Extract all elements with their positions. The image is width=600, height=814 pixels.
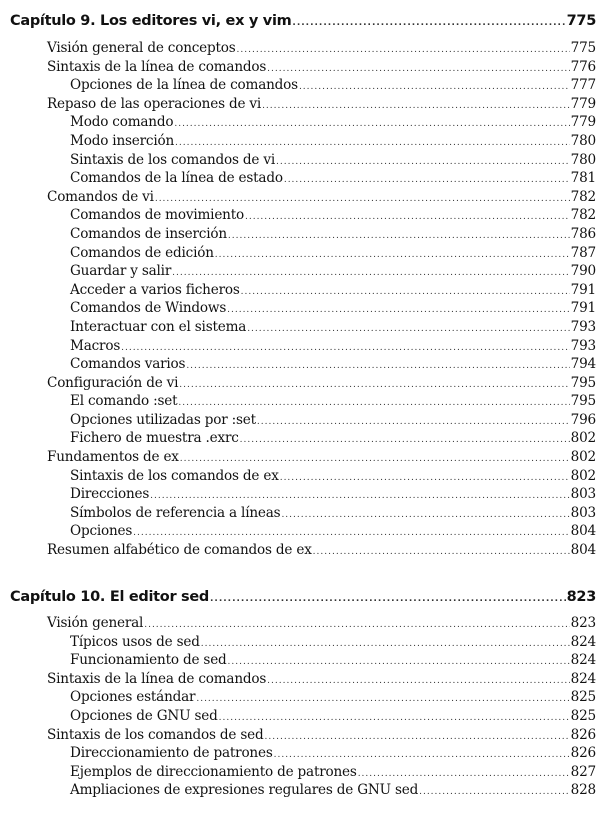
entry-page: 782 [570,207,596,224]
toc-entry [0,764,596,783]
toc-entry [0,152,596,171]
dot-leader [276,157,570,167]
toc-entry [0,727,596,746]
dot-leader [228,657,570,667]
dot-leader [133,528,569,538]
dot-leader [210,594,566,604]
toc-entry [0,745,596,764]
chapter-heading [10,13,596,29]
toc-entry [0,319,596,338]
entry-label: Guardar y salir [70,263,172,280]
entry-page: 828 [570,782,596,799]
dot-leader [228,231,570,241]
dot-leader [262,101,570,111]
toc-entry [0,393,596,412]
dot-leader [240,435,570,445]
dot-leader [201,639,570,649]
toc-entry [0,170,596,189]
entry-page: 787 [570,244,596,261]
entry-page: 782 [570,188,596,205]
entry-page: 791 [570,281,596,298]
entry-page: 795 [570,374,596,391]
toc-entry [0,263,596,282]
dot-leader [299,82,570,92]
toc-entry [0,615,596,634]
entry-page: 804 [570,542,596,559]
entry-page: 823 [570,615,596,631]
entry-page: 804 [570,523,596,540]
toc-entry [0,59,596,78]
entry-label: Resumen alfabético de comandos de ex [47,542,312,559]
toc-entry [0,634,596,653]
entry-label: Fundamentos de ex [47,449,179,466]
toc-entry [0,77,596,96]
entry-page: 791 [570,300,596,317]
entry-page: 793 [570,337,596,354]
entry-label: Ampliaciones de expresiones regulares de GNU sed [70,782,419,799]
dot-leader [281,510,569,520]
entry-page: 825 [570,689,596,706]
entry-label: Comandos de Windows [70,300,227,317]
toc-entry [0,245,596,264]
entry-label: Comandos de inserción [70,225,227,242]
entry-label: El comando :set [70,393,178,410]
dot-leader [155,194,570,204]
entry-label: Comandos varios [70,356,186,373]
dot-leader [245,212,570,222]
dot-leader [180,454,570,464]
entry-page: 779 [570,95,596,112]
entry-page: 786 [570,225,596,242]
entry-page: 826 [570,726,596,743]
toc-entry [0,689,596,708]
toc-entry [0,375,596,394]
entry-label: Comandos de vi [47,188,154,205]
toc-entry [0,338,596,357]
dot-leader [121,343,570,353]
chapter-page: 775 [566,13,596,29]
entry-label: Comandos de edición [70,244,214,261]
entry-label: Modo inserción [70,132,175,149]
toc-entry [0,430,596,449]
dot-leader [274,750,570,760]
dot-leader [150,491,570,501]
entry-label: Sintaxis de la línea de comandos [47,58,267,75]
toc-entry [0,96,596,115]
entry-label: Direccionamiento de patrones [70,745,273,762]
entry-label: Opciones de la línea de comandos [70,77,298,94]
toc-entry [0,652,596,671]
dot-leader [237,45,570,55]
entry-page: 826 [570,745,596,762]
entry-page: 775 [570,40,596,56]
entry-label: Sintaxis de la línea de comandos [47,670,267,687]
dot-leader [172,268,570,278]
dot-leader [174,119,569,129]
toc-entry [0,114,596,133]
dot-leader [267,676,570,686]
entry-page: 781 [570,170,596,187]
dot-leader [196,694,569,704]
entry-label: Funcionamiento de sed [70,652,227,669]
toc-entry [0,505,596,524]
entry-label: Modo comando [70,114,174,131]
toc-entry [0,449,596,468]
entry-label: Visión general [47,615,144,631]
dot-leader [265,732,570,742]
dot-leader [186,361,569,371]
toc-entry [0,133,596,152]
entry-label: Opciones de GNU sed [70,707,218,724]
dot-leader [144,620,569,630]
dot-leader [358,769,570,779]
entry-page: 790 [570,263,596,280]
entry-page: 803 [570,486,596,503]
entry-page: 802 [570,467,596,484]
entry-label: Típicos usos de sed [70,633,200,650]
entry-label: Sintaxis de los comandos de sed [47,726,264,743]
entry-label: Opciones utilizadas por :set [70,411,256,428]
toc-entry [0,207,596,226]
chapter-entries [0,615,596,801]
entry-page: 824 [570,633,596,650]
entry-page: 776 [570,58,596,75]
entry-label: Opciones estándar [70,689,196,706]
toc-entry [0,486,596,505]
chapter-title: Capítulo 10. El editor sed [10,589,209,605]
entry-page: 802 [570,430,596,447]
toc-entry [0,412,596,431]
dot-leader [419,787,570,797]
toc-entry [0,282,596,301]
dot-leader [178,398,569,408]
entry-page: 827 [570,763,596,780]
chapter-page: 823 [566,589,596,605]
toc-entry [0,40,596,59]
entry-label: Comandos de la línea de estado [70,170,283,187]
entry-label: Comandos de movimiento [70,207,244,224]
toc-entry [0,542,596,561]
entry-label: Opciones [70,523,133,540]
entry-label: Repaso de las operaciones de vi [47,95,262,112]
entry-page: 777 [570,77,596,94]
entry-label: Sintaxis de los comandos de ex [70,467,279,484]
toc-entry [0,226,596,245]
entry-page: 794 [570,356,596,373]
entry-label: Configuración de vi [47,374,179,391]
entry-page: 796 [570,411,596,428]
entry-page: 825 [570,707,596,724]
entry-label: Interactuar con el sistema [70,318,247,335]
dot-leader [247,324,569,334]
dot-leader [175,138,570,148]
dot-leader [257,417,570,427]
dot-leader [219,713,570,723]
chapter-title: Capítulo 9. Los editores vi, ex y vim [10,13,292,29]
entry-label: Macros [70,337,121,354]
chapter-heading [10,589,596,605]
entry-page: 795 [570,393,596,410]
entry-page: 803 [570,504,596,521]
entry-page: 780 [570,132,596,149]
entry-page: 779 [570,114,596,131]
dot-leader [179,380,569,390]
toc-entry [0,671,596,690]
entry-page: 824 [570,652,596,669]
dot-leader [313,547,570,557]
entry-page: 780 [570,151,596,168]
entry-label: Fichero de muestra .exrc [70,430,239,447]
entry-label: Ejemplos de direccionamiento de patrones [70,763,357,780]
dot-leader [292,18,565,28]
toc-entry [0,189,596,208]
toc-entry [0,300,596,319]
dot-leader [280,473,570,483]
entry-label: Direcciones [70,486,150,503]
toc-entry [0,782,596,801]
dot-leader [215,250,570,260]
entry-page: 802 [570,449,596,466]
toc-entry [0,468,596,487]
dot-leader [227,305,570,315]
dot-leader [241,287,570,297]
toc-entry [0,356,596,375]
entry-label: Acceder a varios ficheros [70,281,240,298]
chapter-entries [0,40,596,561]
dot-leader [284,175,570,185]
toc-entry [0,523,596,542]
entry-label: Símbolos de referencia a líneas [70,504,281,521]
dot-leader [267,64,570,74]
entry-page: 793 [570,318,596,335]
entry-page: 824 [570,670,596,687]
entry-label: Visión general de conceptos [47,40,236,56]
toc-entry [0,708,596,727]
entry-label: Sintaxis de los comandos de vi [70,151,276,168]
